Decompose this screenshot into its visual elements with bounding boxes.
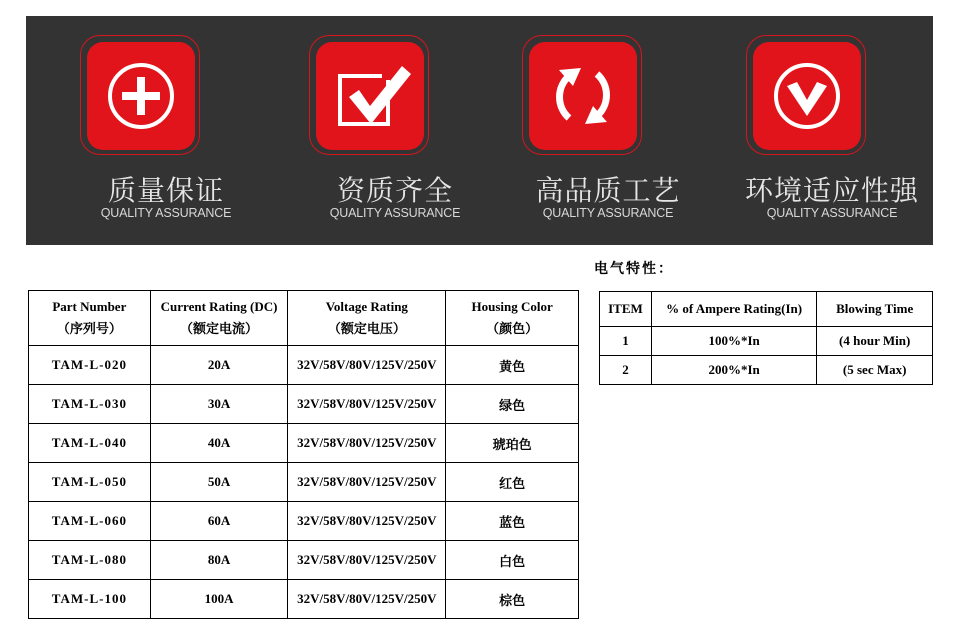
feature-subtitle: QUALITY ASSURANCE [766, 206, 898, 220]
table-row: TAM-L-060 60A 32V/58V/80V/125V/250V 蓝色 [29, 502, 579, 541]
table-row: TAM-L-050 50A 32V/58V/80V/125V/250V 红色 [29, 463, 579, 502]
plus-circle-icon [87, 42, 195, 150]
table-row: TAM-L-100 100A 32V/58V/80V/125V/250V 棕色 [29, 580, 579, 619]
feature-environment [732, 16, 932, 245]
icon-frame [522, 35, 642, 155]
table-row: 1 100%*In (4 hour Min) [600, 327, 933, 356]
ratings-table [28, 290, 579, 619]
header-housing-color: Housing Color （颜色） [446, 291, 579, 346]
header-blowing-time: Blowing Time [817, 292, 933, 327]
table-header-row [600, 292, 933, 327]
down-chevron-circle-icon [753, 42, 861, 150]
feature-subtitle: QUALITY ASSURANCE [329, 206, 461, 220]
header-current-rating: Current Rating (DC) （额定电流） [150, 291, 288, 346]
table-row: 2 200%*In (5 sec Max) [600, 356, 933, 385]
header-part-number: Part Number （序列号） [29, 291, 151, 346]
feature-certified [295, 16, 495, 245]
electrical-table [599, 291, 933, 385]
feature-title: 高品质工艺 [535, 174, 681, 207]
feature-title: 资质齐全 [336, 174, 453, 207]
table-row: TAM-L-080 80A 32V/58V/80V/125V/250V 白色 [29, 541, 579, 580]
header-item: ITEM [600, 292, 652, 327]
icon-frame [80, 35, 200, 155]
header-voltage-rating: Voltage Rating （额定电压） [288, 291, 446, 346]
table-row: TAM-L-020 20A 32V/58V/80V/125V/250V 黄色 [29, 346, 579, 385]
table-row: TAM-L-030 30A 32V/58V/80V/125V/250V 绿色 [29, 385, 579, 424]
checkbox-icon [316, 42, 424, 150]
table-header-row [29, 291, 579, 346]
icon-frame [309, 35, 429, 155]
table-row: TAM-L-040 40A 32V/58V/80V/125V/250V 琥珀色 [29, 424, 579, 463]
feature-title: 质量保证 [107, 174, 224, 207]
header-ampere-rating: % of Ampere Rating(In) [651, 292, 816, 327]
electrical-section-title: 电气特性： [594, 261, 674, 277]
refresh-icon [529, 42, 637, 150]
icon-frame [746, 35, 866, 155]
feature-title: 环境适应性强 [744, 174, 919, 207]
feature-banner [26, 16, 933, 245]
feature-subtitle: QUALITY ASSURANCE [542, 206, 674, 220]
feature-quality [66, 16, 266, 245]
feature-subtitle: QUALITY ASSURANCE [100, 206, 232, 220]
feature-craft [508, 16, 708, 245]
